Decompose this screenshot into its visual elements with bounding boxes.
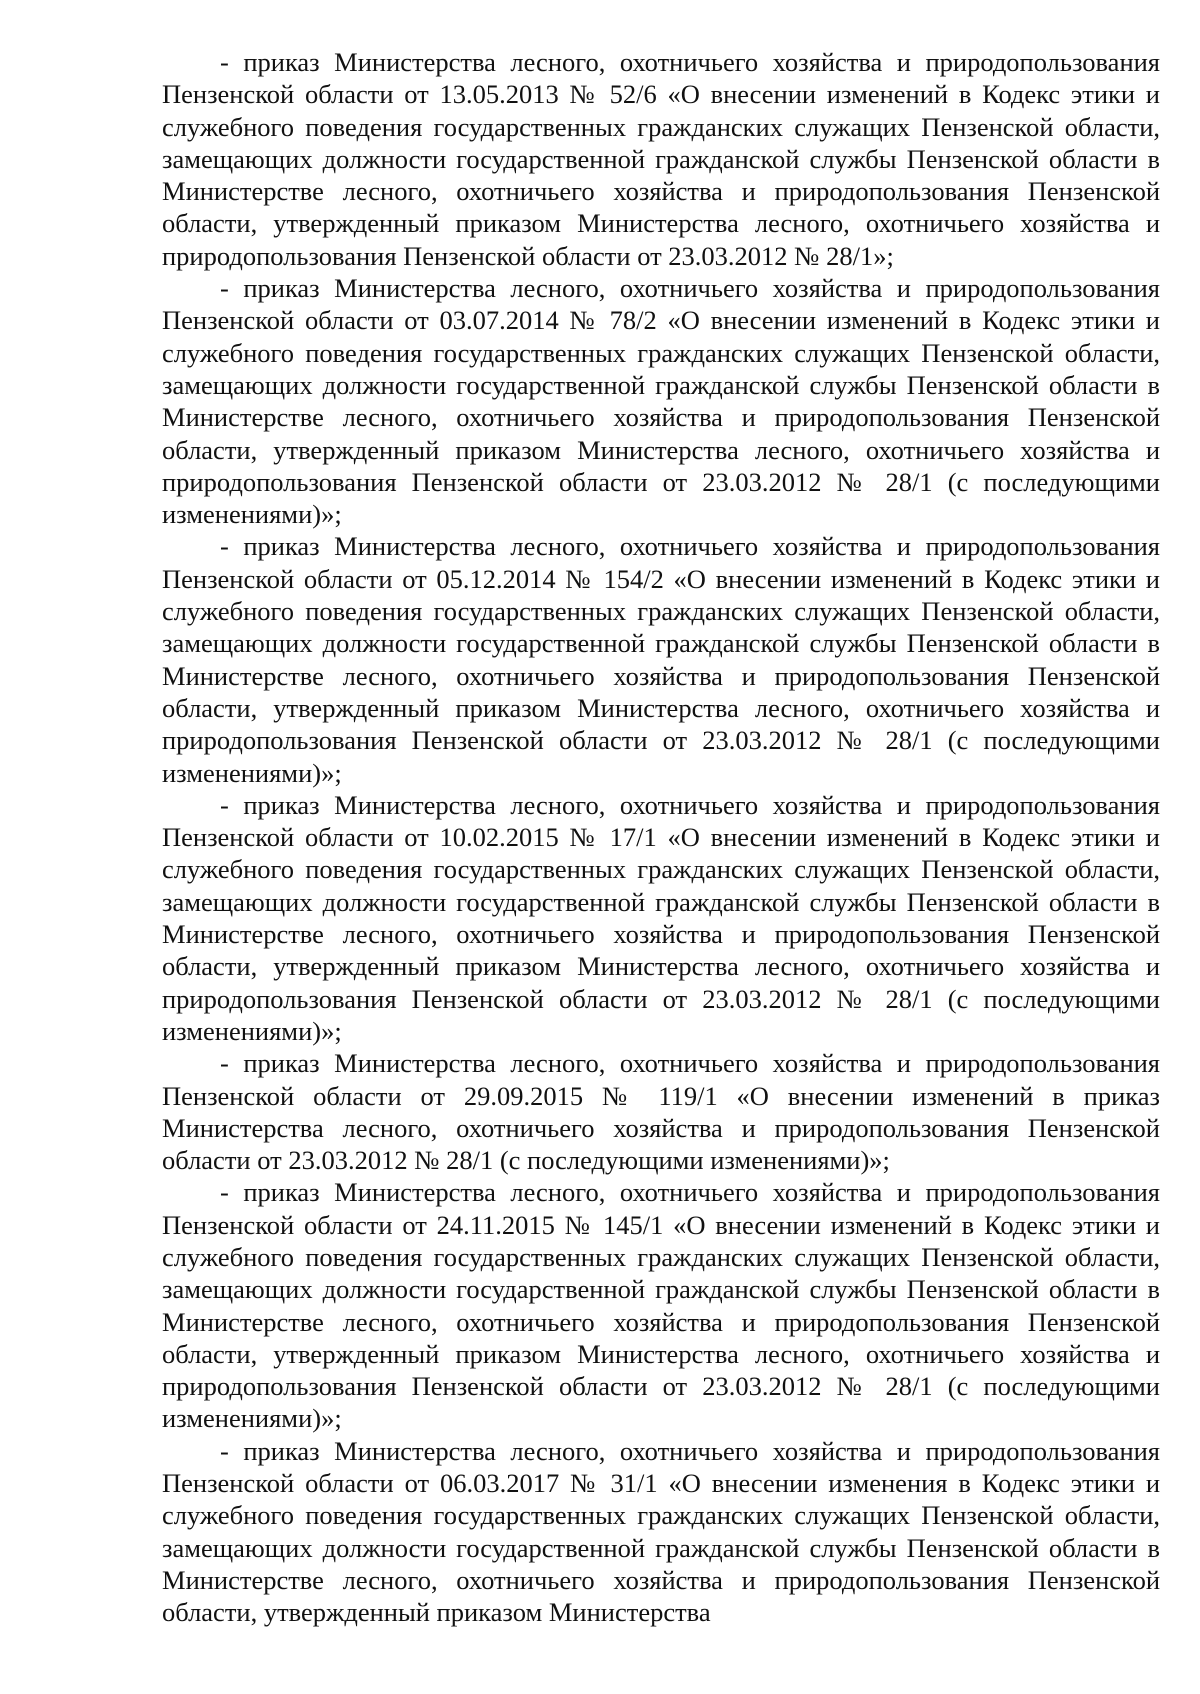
paragraph-order-78-2: - приказ Министерства лесного, охотничьего хозяйства и природопользования Пензенской области от 03.07.2014 № 78/2 «О внесении изменений в Кодекс этики и служебного поведения государственных гражданских служащих Пензенской области, замещающих должности государственной гражданской службы Пензенской области в Министерстве лесного, охотничьего хозяйства и природопользования Пензенской области, утвержденный приказом Министерства лесного, охотничьего хозяйства и природопользования Пензенской области от 23.03.2012 № 28/1 (с последующими изменениями)»; (162, 273, 1160, 530)
paragraph-order-154-2: - приказ Министерства лесного, охотничьего хозяйства и природопользования Пензенской области от 05.12.2014 № 154/2 «О внесении изменений в Кодекс этики и служебного поведения государственных гражданских служащих Пензенской области, замещающих должности государственной гражданской службы Пензенской области в Министерстве лесного, охотничьего хозяйства и природопользования Пензенской области, утвержденный приказом Министерства лесного, охотничьего хозяйства и природопользования Пензенской области от 23.03.2012 № 28/1 (с последующими изменениями)»; (162, 531, 1160, 788)
paragraph-order-52-6: - приказ Министерства лесного, охотничьего хозяйства и природопользования Пензенской области от 13.05.2013 № 52/6 «О внесении изменений в Кодекс этики и служебного поведения государственных гражданских служащих Пензенской области, замещающих должности государственной гражданской службы Пензенской области в Министерстве лесного, охотничьего хозяйства и природопользования Пензенской области, утвержденный приказом Министерства лесного, охотничьего хозяйства и природопользования Пензенской области от 23.03.2012 № 28/1»; (162, 47, 1160, 271)
document-body (162, 46, 1160, 1629)
paragraph-order-17-1: - приказ Министерства лесного, охотничьего хозяйства и природопользования Пензенской области от 10.02.2015 № 17/1 «О внесении изменений в Кодекс этики и служебного поведения государственных гражданских служащих Пензенской области, замещающих должности государственной гражданской службы Пензенской области в Министерстве лесного, охотничьего хозяйства и природопользования Пензенской области, утвержденный приказом Министерства лесного, охотничьего хозяйства и природопользования Пензенской области от 23.03.2012 № 28/1 (с последующими изменениями)»; (162, 789, 1160, 1046)
paragraph-order-145-1: - приказ Министерства лесного, охотничьего хозяйства и природопользования Пензенской области от 24.11.2015 № 145/1 «О внесении изменений в Кодекс этики и служебного поведения государственных гражданских служащих Пензенской области, замещающих должности государственной гражданской службы Пензенской области в Министерстве лесного, охотничьего хозяйства и природопользования Пензенской области, утвержденный приказом Министерства лесного, охотничьего хозяйства и природопользования Пензенской области от 23.03.2012 № 28/1 (с последующими изменениями)»; (162, 1177, 1160, 1434)
paragraph-order-31-1: - приказ Министерства лесного, охотничьего хозяйства и природопользования Пензенской области от 06.03.2017 № 31/1 «О внесении изменения в Кодекс этики и служебного поведения государственных гражданских служащих Пензенской области, замещающих должности государственной гражданской службы Пензенской области в Министерстве лесного, охотничьего хозяйства и природопользования Пензенской области, утвержденный приказом Министерства (162, 1435, 1160, 1628)
paragraph-order-119-1: - приказ Министерства лесного, охотничьего хозяйства и природопользования Пензенской области от 29.09.2015 № 119/1 «О внесении изменений в приказ Министерства лесного, охотничьего хозяйства и природопользования Пензенской области от 23.03.2012 № 28/1 (с последующими изменениями)»; (162, 1048, 1160, 1176)
